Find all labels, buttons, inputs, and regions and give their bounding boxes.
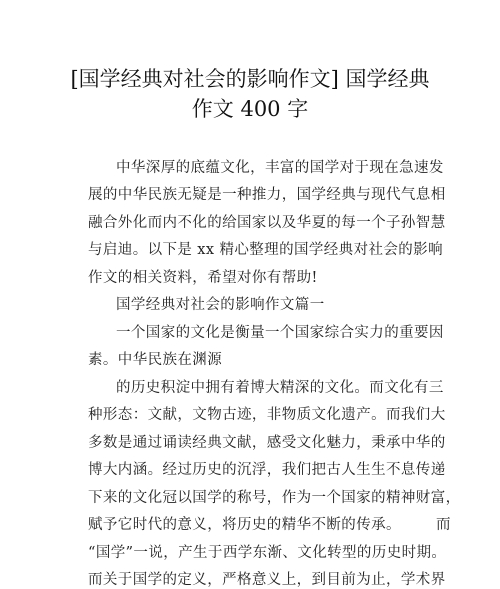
body-line: “国学”一说，产生于西学东渐、文化转型的历史时期。 xyxy=(88,545,447,561)
section-heading: 国学经典对社会的影响作文篇一 xyxy=(116,297,325,313)
body-line: 赋予它时代的意义，将历史的精华不断的传承。 而 xyxy=(88,517,451,533)
body-line: 中华深厚的底蕴文化，丰富的国学对于现在急速发 xyxy=(116,160,444,176)
body-line: 的历史积淀中拥有着博大精深的文化。而文化有三 xyxy=(116,380,444,396)
body-line: 一个国家的文化是衡量一个国家综合实力的重要因 xyxy=(116,325,444,341)
body-line: 种形态：文献，文物古迹，非物质文化遗产。而我们大 xyxy=(88,407,446,423)
document-title xyxy=(60,64,440,124)
body-line: 而关于国学的定义，严格意义上，到目前为止，学术界 xyxy=(88,572,446,588)
body-line: 展的中华民族无疑是一种推力，国学经典与现代气息相 xyxy=(88,187,446,203)
body-line: 素。中华民族在渊源 xyxy=(88,352,223,368)
body-line: 博大内涵。经过历史的沉浮，我们把古人生生不息传递 xyxy=(88,462,446,478)
body-line: 多数是通过诵读经典文献，感受文化魅力，秉承中华的 xyxy=(88,435,446,451)
body-line: 下来的文化冠以国学的称号，作为一个国家的精神财富， xyxy=(88,490,461,506)
body-line: 作文的相关资料，希望对你有帮助! xyxy=(88,270,318,286)
body-line: 融合外化而内不化的给国家以及华夏的每一个子孙智慧 xyxy=(88,215,446,231)
title-line-2: 作文 400 字 xyxy=(191,97,309,121)
body-line: 与启迪。以下是 xx 精心整理的国学经典对社会的影响 xyxy=(88,242,443,258)
title-line-1: [国学经典对社会的影响作文] 国学经典 xyxy=(70,67,430,91)
